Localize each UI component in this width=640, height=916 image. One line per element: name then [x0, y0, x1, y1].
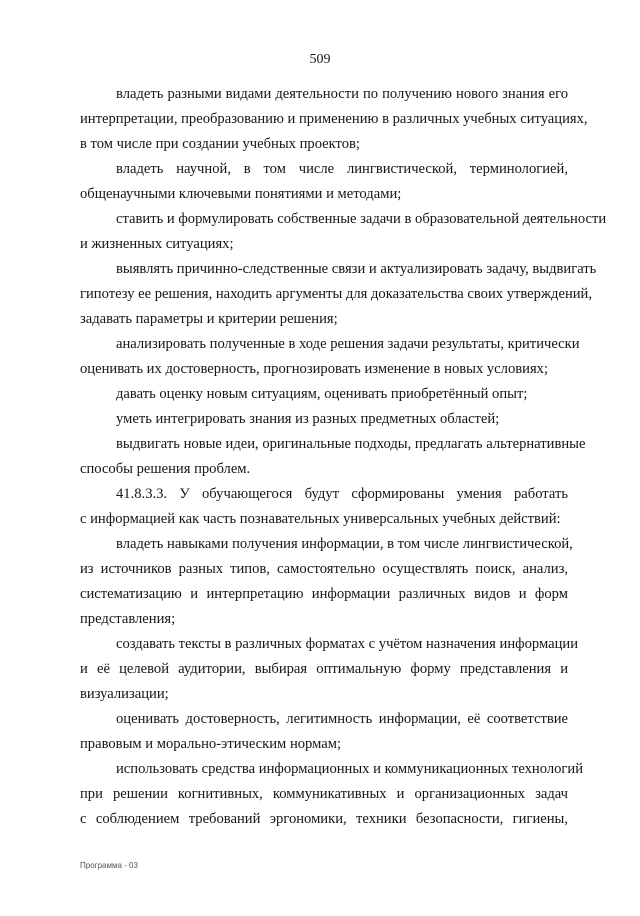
text-line: из источников разных типов, самостоятельно осуществлять поиск, анализ, — [80, 561, 568, 577]
text-line: владеть разными видами деятельности по получению нового знания его — [116, 86, 568, 102]
text-line: задавать параметры и критерии решения; — [80, 311, 338, 327]
text-line: создавать тексты в различных форматах с учётом назначения информации — [116, 636, 579, 652]
text-line: с информацией как часть познавательных универсальных учебных действий: — [80, 511, 561, 527]
text-line: оценивать достоверность, легитимность информации, её соответствие — [116, 711, 568, 727]
text-line: выдвигать новые идеи, оригинальные подходы, предлагать альтернативные — [116, 436, 586, 452]
text-line: выявлять причинно-следственные связи и актуализировать задачу, выдвигать — [116, 261, 597, 277]
text-line: правовым и морально-этическим нормам; — [80, 736, 342, 752]
text-line: способы решения проблем. — [80, 461, 251, 477]
text-line: представления; — [80, 611, 176, 627]
text-line: давать оценку новым ситуациям, оценивать приобретённый опыт; — [116, 386, 528, 402]
text-line: анализировать полученные в ходе решения задачи результаты, критически — [116, 336, 580, 352]
text-line: систематизацию и интерпретацию информации различных видов и форм — [80, 586, 568, 602]
text-line: владеть научной, в том числе лингвистической, терминологией, — [116, 161, 568, 177]
text-line: владеть навыками получения информации, в том числе лингвистической, — [116, 536, 573, 552]
footer-note: Программа - 03 — [80, 861, 138, 870]
text-line: интерпретации, преобразованию и применению в различных учебных ситуациях, — [80, 111, 588, 127]
text-line: и её целевой аудитории, выбирая оптимальную форму представления и — [80, 661, 568, 677]
page-number: 509 — [309, 52, 331, 67]
text-line: в том числе при создании учебных проектов; — [80, 136, 360, 152]
text-line: уметь интегрировать знания из разных предметных областей; — [116, 411, 500, 427]
text-line: гипотезу ее решения, находить аргументы для доказательства своих утверждений, — [80, 286, 593, 302]
text-line: при решении когнитивных, коммуникативных и организационных задач — [80, 786, 568, 802]
text-line: оценивать их достоверность, прогнозировать изменение в новых условиях; — [80, 361, 549, 377]
text-line: использовать средства информационных и коммуникационных технологий — [116, 761, 584, 777]
text-line: с соблюдением требований эргономики, техники безопасности, гигиены, — [80, 811, 568, 827]
section-heading-line: 41.8.3.3. У обучающегося будут сформированы умения работать — [116, 486, 568, 502]
text-line: общенаучными ключевыми понятиями и методами; — [80, 186, 402, 202]
text-line: и жизненных ситуациях; — [80, 236, 234, 252]
text-line: ставить и формулировать собственные задачи в образовательной деятельности — [116, 211, 607, 227]
text-line: визуализации; — [80, 686, 169, 702]
